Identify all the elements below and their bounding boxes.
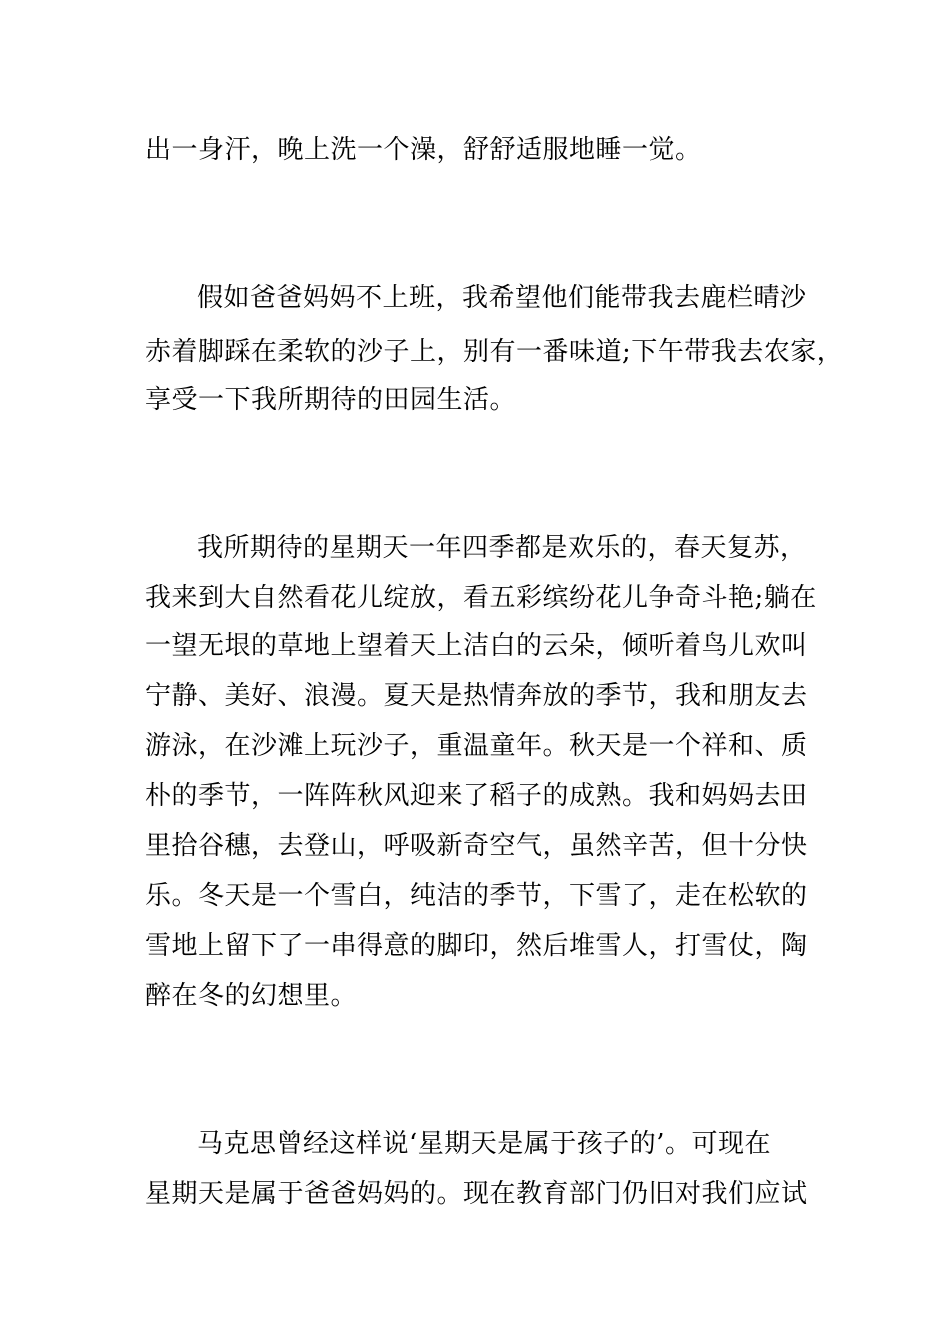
paragraph-3-line-2: 我来到大自然看花儿绽放，看五彩缤纷花儿争奇斗艳;躺在: [145, 583, 817, 613]
paragraph-3-line-8: 乐。冬天是一个雪白，纯洁的季节，下雪了，走在松软的: [145, 881, 808, 911]
paragraph-4-line-2: 星期天是属于爸爸妈妈的。现在教育部门仍旧对我们应试: [145, 1179, 808, 1209]
paragraph-3-line-4: 宁静、美好、浪漫。夏天是热情奔放的季节，我和朋友去: [145, 681, 808, 711]
paragraph-1-line-1: 出一身汗，晚上洗一个澡，舒舒适服地睡一觉。: [145, 135, 702, 165]
paragraph-3-line-7: 里拾谷穗，去登山，呼吸新奇空气，虽然辛苦，但十分快: [145, 831, 808, 861]
paragraph-3-line-5: 游泳，在沙滩上玩沙子，重温童年。秋天是一个祥和、质: [145, 731, 808, 761]
paragraph-3-line-6: 朴的季节，一阵阵秋风迎来了稻子的成熟。我和妈妈去田: [145, 781, 808, 811]
paragraph-2-line-3: 享受一下我所期待的田园生活。: [145, 385, 517, 415]
paragraph-2-line-2: 赤着脚踩在柔软的沙子上，别有一番味道;下午带我去农家，: [145, 337, 844, 367]
paragraph-3-line-10: 醉在冬的幻想里。: [145, 981, 358, 1011]
paragraph-3-line-9: 雪地上留下了一串得意的脚印，然后堆雪人，打雪仗，陶: [145, 931, 808, 961]
paragraph-4-line-1: 马克思曾经这样说‘星期天是属于孩子的’。可现在: [197, 1129, 772, 1159]
paragraph-2-line-1: 假如爸爸妈妈不上班，我希望他们能带我去鹿栏晴沙: [197, 283, 807, 313]
paragraph-3-line-3: 一望无垠的草地上望着天上洁白的云朵，倾听着鸟儿欢叫: [145, 631, 808, 661]
paragraph-3-line-1: 我所期待的星期天一年四季都是欢乐的，春天复苏，: [197, 533, 807, 563]
